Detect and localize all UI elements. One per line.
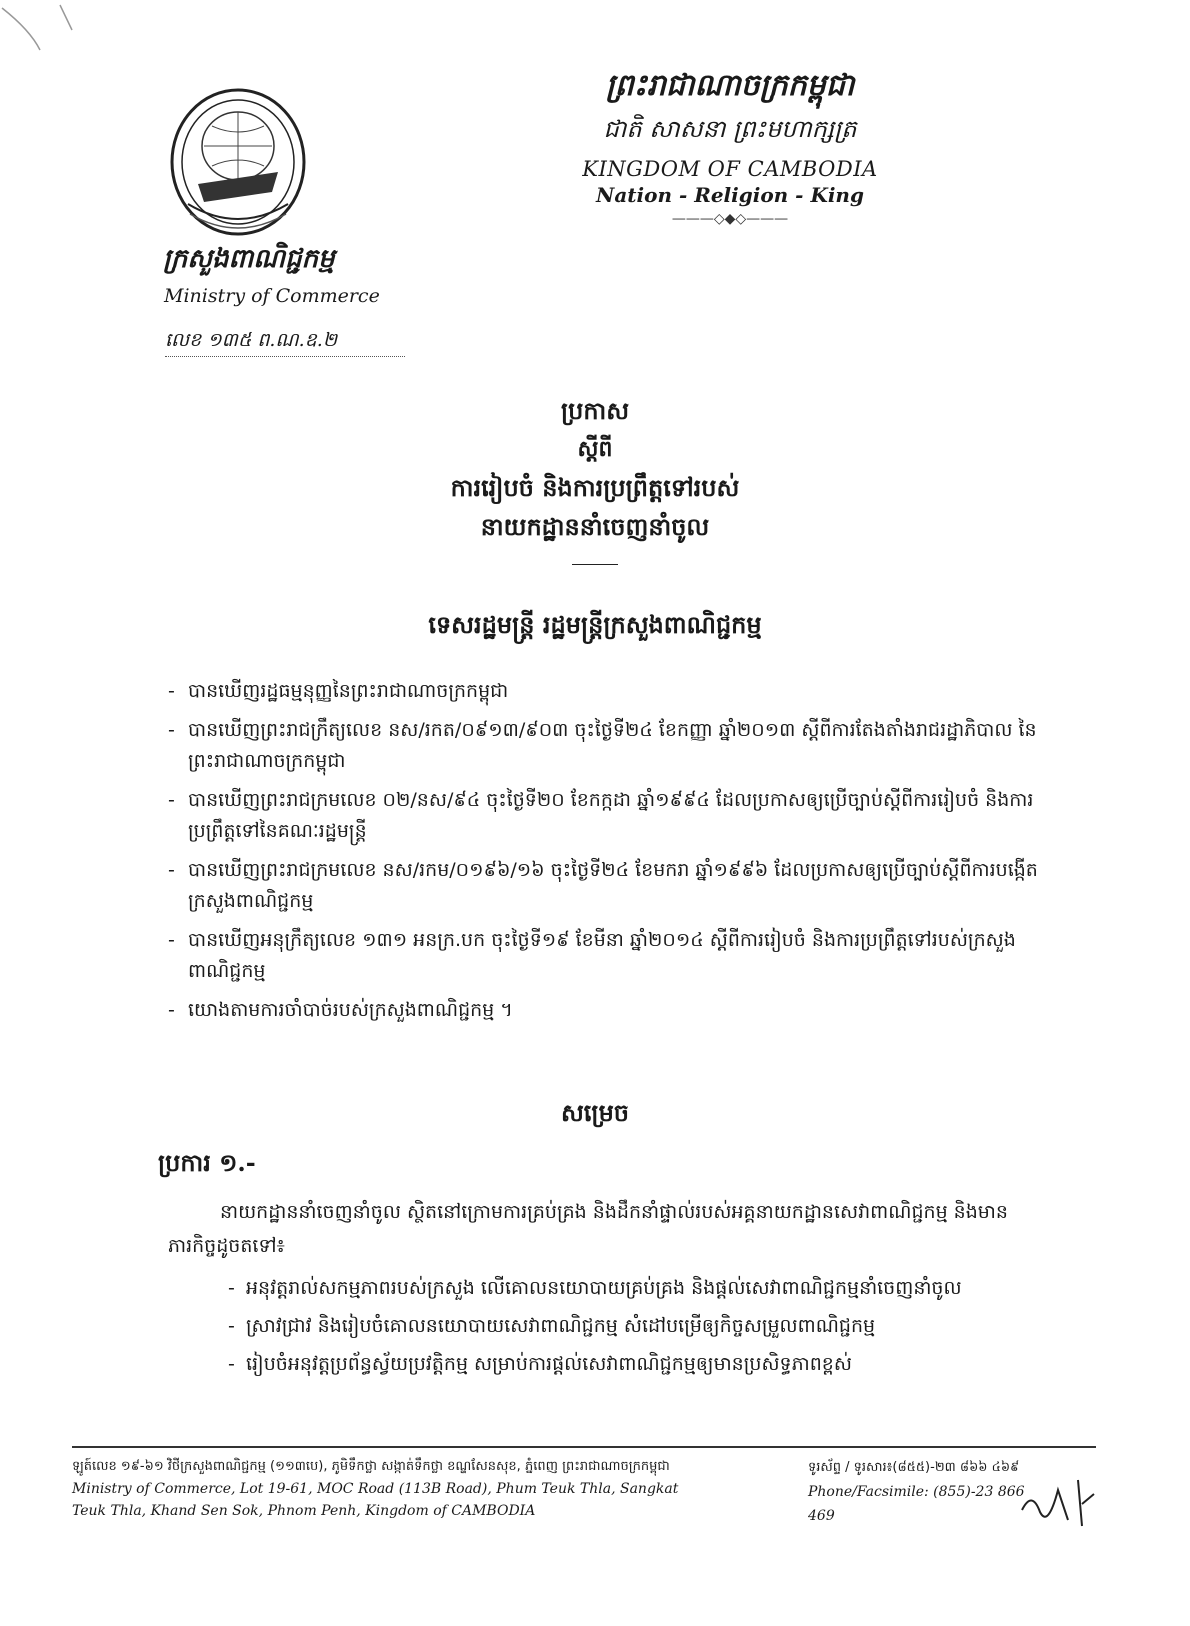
footer-divider bbox=[72, 1446, 1096, 1448]
kingdom-motto-khmer: ជាតិ សាសនា ព្រះមហាក្សត្រ bbox=[603, 115, 857, 143]
preamble-item: - បានឃើញព្រះរាជក្រឹត្យលេខ នស/រកត/០៩១៣/៩០៣ ចុះថ្ងៃទី២៤ ខែកញ្ញា ឆ្នាំ២០១៣ ស្តីពីការតែងតាំងរាជរដ្ឋាភិបាល នៃព្រះរាជាណាចក្រកម្ពុជា bbox=[168, 719, 1037, 772]
kingdom-title-khmer: ព្រះរាជាណាចក្រកម្ពុជា bbox=[605, 68, 855, 103]
corner-scribble bbox=[0, 0, 110, 70]
footer-address-english-1: Ministry of Commerce, Lot 19-61, MOC Road (113B Road), Phum Teuk Thla, Sangkat bbox=[72, 1481, 679, 1497]
reference-number: លេខ ១៣៥ ព.ណ.ឧ.២ bbox=[165, 328, 405, 357]
footer-contact bbox=[808, 1456, 1048, 1528]
duty-item: - ស្រាវជ្រាវ និងរៀបចំគោលនយោបាយសេវាពាណិជ្ជកម្ម សំដៅបម្រើឲ្យកិច្ចសម្រួលពាណិជ្ជកម្ម bbox=[228, 1315, 876, 1337]
decree-type: ប្រកាស bbox=[560, 396, 630, 425]
footer-address-english-2: Teuk Thla, Khand Sen Sok, Phnom Penh, Kingdom of CAMBODIA bbox=[72, 1503, 536, 1519]
decree-subject-line-1: ការរៀបចំ និងការប្រព្រឹត្តទៅរបស់ bbox=[450, 473, 740, 502]
kingdom-title-english: KINGDOM OF CAMBODIA bbox=[582, 157, 878, 181]
preamble-item: - បានឃើញព្រះរាជក្រមលេខ នស/រកម/០១៩៦/១៦ ចុះថ្ងៃទី២៤ ខែមករា ឆ្នាំ១៩៩៦ ដែលប្រកាសឲ្យប្រើច្បាប់ស្តីពីការបង្កើតក្រសួងពាណិជ្ជកម្ម bbox=[168, 859, 1038, 912]
footer-phone-english: Phone/Facsimile: (855)-23 866 469 bbox=[808, 1484, 1025, 1524]
decree-subject-line-2: នាយកដ្ឋាននាំចេញនាំចូល bbox=[480, 512, 710, 541]
kingdom-header bbox=[560, 66, 900, 227]
decree-title bbox=[300, 392, 890, 565]
footer-phone-khmer: ទូរស័ព្ទ / ទូរសារ៖(៨៥៥)-២៣ ៨៦៦ ៤៦៩ bbox=[808, 1460, 1020, 1475]
duty-item: - អនុវត្តរាល់សកម្មភាពរបស់ក្រសួង លើគោលនយោបាយគ្រប់គ្រង និងផ្តល់សេវាពាណិជ្ជកម្មនាំចេញនាំចូល bbox=[228, 1277, 962, 1299]
article-1-heading: ប្រការ ១.- bbox=[158, 1148, 256, 1177]
footer-address-khmer: ឡូត៍លេខ ១៩-៦១ វិថីក្រសួងពាណិជ្ជកម្ម (១១៣បេ), ភូមិទឹកថ្លា សង្កាត់ទឹកថ្លា ខណ្ឌសែនសុខ, ភ្នំពេញ ព្រះរាជាណាចក្រកម្ពុជា bbox=[72, 1459, 670, 1474]
ministry-name-english: Ministry of Commerce bbox=[164, 285, 380, 307]
preamble-item: - បានឃើញអនុក្រឹត្យលេខ ១៣១ អនក្រ.បក ចុះថ្ងៃទី១៩ ខែមីនា ឆ្នាំ២០១៤ ស្តីពីការរៀបចំ និងការប្រព្រឹត្តទៅរបស់ក្រសួងពាណិជ្ជកម្ម bbox=[168, 929, 1016, 982]
ornament-divider: ———◇◆◇——— bbox=[671, 211, 789, 227]
preamble-item: - យោងតាមការចាំបាច់របស់ក្រសួងពាណិជ្ជកម្ម ។ bbox=[168, 999, 513, 1021]
kingdom-motto-english: Nation - Religion - King bbox=[596, 183, 864, 207]
ministry-name-khmer: ក្រសួងពាណិជ្ជកម្ម bbox=[163, 244, 335, 274]
minister-heading: ទេសរដ្ឋមន្ត្រី រដ្ឋមន្ត្រីក្រសួងពាណិជ្ជកម្ម bbox=[428, 610, 762, 639]
duty-item: - រៀបចំអនុវត្តប្រព័ន្ធស្វ័យប្រវត្តិកម្ម សម្រាប់ការផ្តល់សេវាពាណិជ្ជកម្មឲ្យមានប្រសិទ្ធភាពខ្ពស់ bbox=[228, 1353, 852, 1375]
preamble-item: - បានឃើញព្រះរាជក្រមលេខ ០២/នស/៩៤ ចុះថ្ងៃទី២០ ខែកក្កដា ឆ្នាំ១៩៩៤ ដែលប្រកាសឲ្យប្រើច្បាប់ស្តីពីការរៀបចំ និងការប្រព្រឹត្តទៅនៃគណៈរដ្ឋមន្ត្រី bbox=[168, 789, 1034, 842]
decision-heading: សម្រេច bbox=[560, 1098, 630, 1127]
duties-list bbox=[228, 1272, 1028, 1386]
footer-address bbox=[72, 1456, 802, 1522]
initial-signature-mark bbox=[1018, 1470, 1098, 1530]
ministry-seal-emblem bbox=[168, 84, 308, 244]
decree-about: ស្តីពី bbox=[577, 436, 613, 462]
article-1-body: នាយកដ្ឋាននាំចេញនាំចូល ស្ថិតនៅក្រោមការគ្រប់គ្រង និងដឹកនាំផ្ទាល់របស់អគ្គនាយកដ្ឋានសេវាពាណិជ្ជកម្ម និងមានភារកិច្ចដូចតទៅ៖ bbox=[168, 1201, 1008, 1257]
preamble-list bbox=[168, 676, 1048, 1034]
title-divider bbox=[572, 564, 618, 565]
preamble-item: - បានឃើញរដ្ឋធម្មនុញ្ញនៃព្រះរាជាណាចក្រកម្ពុជា bbox=[168, 680, 509, 702]
